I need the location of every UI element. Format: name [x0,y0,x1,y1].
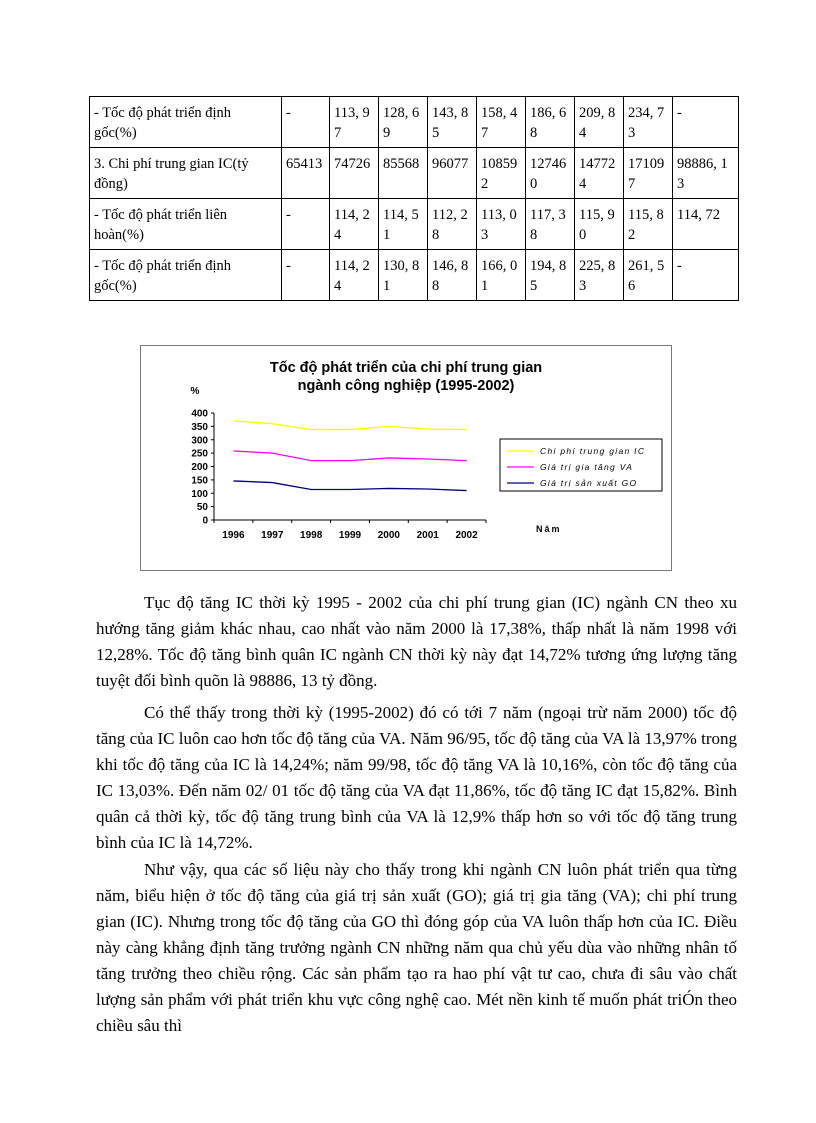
table-cell: 65413 [282,148,330,199]
y-tick-label: 250 [191,448,208,460]
legend-label: Chi phí trung gian IC [540,446,646,456]
table-cell: 143, 85 [428,97,477,148]
table-cell: 194, 85 [526,250,575,301]
table-cell: 114, 24 [330,199,379,250]
chart-svg [141,346,671,570]
x-tick-label: 1997 [261,530,284,541]
series-line-2 [233,451,466,461]
series-line-3 [233,481,466,491]
table-cell: 74726 [330,148,379,199]
table-cell: 128, 69 [379,97,428,148]
table-cell: 186, 68 [526,97,575,148]
table-row-label: - Tốc độ phát triển định gốc(%) [90,250,282,301]
table-cell: 117, 38 [526,199,575,250]
x-tick-label: 1998 [300,530,323,541]
table-cell: 225, 83 [575,250,624,301]
series-line-1 [233,421,466,430]
table-cell: 114, 72 [673,199,739,250]
y-tick-label: 350 [191,421,208,433]
table-row-label: - Tốc độ phát triển liên hoàn(%) [90,199,282,250]
chart-title-line1: Tốc độ phát triển của chi phí trung gian [269,360,543,376]
table-cell: 147724 [575,148,624,199]
table-row [90,250,739,301]
y-tick-label: 150 [191,475,208,487]
table-row [90,148,739,199]
table-cell: 166, 01 [477,250,526,301]
chart-title-line2: ngành công nghiệp (1995-2002) [297,378,515,394]
x-tick-label: 1999 [338,530,362,541]
table-cell: - [282,199,330,250]
table-cell: 113, 97 [330,97,379,148]
y-tick-label: 0 [202,515,208,527]
x-tick-label: 2000 [377,530,400,541]
table-cell: 146, 88 [428,250,477,301]
x-axis-label: Năm [536,524,562,534]
table-cell: 114, 24 [330,250,379,301]
y-axis-label: % [190,386,200,397]
x-tick-label: 2001 [416,530,439,541]
table-cell: 209, 84 [575,97,624,148]
y-tick-label: 50 [196,502,208,514]
table-cell: 127460 [526,148,575,199]
y-tick-label: 400 [191,408,208,420]
table-row [90,199,739,250]
table-row-label: - Tốc độ phát triển định gốc(%) [90,97,282,148]
x-tick-label: 1996 [222,530,245,541]
table-cell: 112, 28 [428,199,477,250]
paragraph-2: Có thể thấy trong thời kỳ (1995-2002) đó có tới 7 năm (ngoại trừ năm 2000) tốc độ tăng của IC luôn cao hơn tốc độ tăng của VA. Năm 96/95, tốc độ tăng của VA là 13,97% trong khi tốc độ tăng của IC là 14,24%; năm 99/98, tốc độ tăng VA là 10,16%, còn tốc độ tăng của IC 13,03%. Đến năm 02/ 01 tốc độ tăng của VA đạt 11,86%, tốc độ tăng IC đạt 15,82%. Bình quân cả thời kỳ, tốc độ tăng trung bình của VA là 12,9% thấp hơn so với tốc độ tăng trung bình của IC là 14,72%. [96,703,737,852]
table-cell: 85568 [379,148,428,199]
table-cell: 114, 51 [379,199,428,250]
paragraph-1: Tục độ tăng IC thời kỳ 1995 - 2002 của chi phí trung gian (IC) ngành CN theo xu hướng tăng giảm khác nhau, cao nhất vào năm 2000 là 17,38%, thấp nhất là năm 1998 với 12,28%. Tốc độ tăng bình quân IC ngành CN thời kỳ này đạt 14,72% tương ứng lượng tăng tuyệt đối bình quõn là 98886, 13 tỷ đồng. [96,593,737,690]
table-cell: 130, 81 [379,250,428,301]
legend-label: Giá trị sản xuất GO [540,478,638,488]
table-cell: - [282,250,330,301]
table-cell: 108592 [477,148,526,199]
data-table [89,96,739,301]
x-tick-label: 2002 [455,530,478,541]
table-cell: 115, 82 [624,199,673,250]
y-tick-label: 200 [191,462,208,473]
table-cell: 115, 90 [575,199,624,250]
paragraph-3: Như vậy, qua các số liệu này cho thấy trong khi ngành CN luôn phát triển qua từng năm, biểu hiện ở tốc độ tăng của giá trị sản xuất (GO); giá trị gia tăng (VA); chi phí trung gian (IC). Nhưng trong tốc độ tăng của GO thì đóng góp của VA luôn thấp hơn của IC. Điều này càng khẳng định tăng trưởng ngành CN những năm qua chủ yếu dùa vào những nhân tố tăng trưởng theo chiều rộng. Các sản phẩm tạo ra hao phí vật tư cao, chưa đi sâu vào chất lượng sản phẩm với phát triển khu vực công nghệ cao. Mét nền kinh tế muốn phát triÓn theo chiều sâu thì [96,860,737,1035]
table-row-label: 3. Chi phí trung gian IC(tỷ đồng) [90,148,282,199]
y-tick-label: 300 [191,435,208,447]
table-cell: 113, 03 [477,199,526,250]
table-cell: 171097 [624,148,673,199]
table-cell: 234, 73 [624,97,673,148]
table-cell: - [673,97,739,148]
table-cell: - [282,97,330,148]
table-row [90,97,739,148]
table-cell: 261, 56 [624,250,673,301]
legend [500,439,662,491]
chart [140,345,672,571]
y-tick-label: 100 [191,488,208,500]
table-cell: - [673,250,739,301]
table-cell: 158, 47 [477,97,526,148]
table-cell: 98886, 13 [673,148,739,199]
table-cell: 96077 [428,148,477,199]
legend-label: Giá trị gia tăng VA [540,462,634,472]
